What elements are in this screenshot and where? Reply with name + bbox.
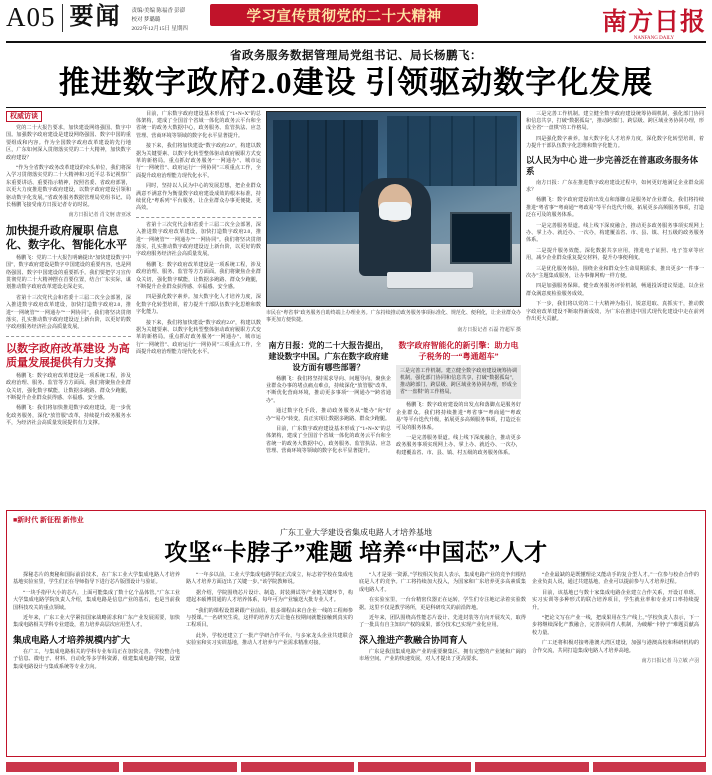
feature-column-2 <box>186 572 353 674</box>
paragraph: 杨鹏飞：数字政府改革建设是一项系统工程，涉及政府治理、服务、监管等方方面面。我们将聚焦企业群众关切，强化数字赋能，让数据多跑路、群众少跑腿，不断提升企业群众获得感、幸福感、安全感。 <box>6 372 131 402</box>
feature-article <box>6 510 706 757</box>
paragraph: 省第十三次党代会和省委十三届二次全会部署，深入推进数字政府改革建设，加快打造数字政府2.0，推进“一网统管”“一网通办”“一网协同”。我们将坚决贯彻落实，扎实推动数字政府建设迈上新台阶，以更好的数字政府服务经济社会高质量发展。 <box>6 294 131 331</box>
highlight-box: 三是完善工作机制。建立健全数字政府建设统筹协调机制，强化部门协同和信息共享，打破“数据孤岛”，推动跨部门、跨层级、跨区域业务协同办理，形成全省“一盘棋”的工作格局。 <box>396 365 521 400</box>
paragraph: 杨鹏飞：党的二十大报告明确提出“加快建设数字中国”，数字政府建设是数字中国建设的重要内容，也是网络强国、数字中国建设的重要抓手。我们要把学习宣传贯彻党的二十大精神摆在首要位置，结合广东实际，谋划推动数字政府改革建设走深走实。 <box>6 254 131 291</box>
paragraph: 通过数字化手段，推动政务服务从“能办”向“好办”“易办”转变，真正实现让数据多跑路、群众少跑腿。 <box>266 408 391 422</box>
photo-caption: 市民在“粤省事”政务服务自助终端上办理业务。广东持续推动政务服务事项标准化、规范化、便利化，让企业群众办事更加方便快捷。 <box>266 310 521 323</box>
subhead: 集成电路人才培养规模内扩大 <box>13 634 131 645</box>
article-byline: 南方日报记者 肖文舸 唐亚冰 <box>68 213 131 219</box>
article-column-2 <box>136 111 261 511</box>
paragraph: 下一步，我们将以党的二十大精神为指引，锐意进取、真抓实干，推动数字政府改革建设不断取得新成效，为广东在推进中国式现代化建设中走在前列作出更大贡献。 <box>526 301 704 323</box>
paragraph: 此外，学校还建立了一批产学研合作平台，与多家龙头企业共建联合实验室和实习实训基地，推动人才培养与产业需求精准对接。 <box>186 632 353 647</box>
paragraph: “一年多以前，工业大学集成电路学院正式成立，标志着学校在集成电路人才培养方面迈出了关键一步。”该学院教师说。 <box>186 572 353 586</box>
paragraph: 三是优化服务体验。围绕企业和群众全生命周期需求，推出更多“一件事一次办”主题集成服务，让办事像网购一样方便。 <box>526 265 704 279</box>
subhead: 以人民为中心 进一步完善泛在普惠政务服务体系 <box>526 154 699 176</box>
top-article-area <box>0 111 712 511</box>
paragraph: 一是完善服务渠道。线上线下深度融合，推动更多政务服务事项实现网上办、掌上办、就近办、一次办，构建覆盖省、市、县、镇、村五级的政务服务体系。 <box>526 222 704 244</box>
paragraph: 南方日报：广东在推进数字政府建设过程中，如何更好地满足企业群众需求？ <box>526 179 704 193</box>
paragraph: 目前，广东数字政府建设基本形成了“1+N+X”的总体架构，建成了全国首个省域一体化的政务云平台和全省统一的政务大数据中心，政务服务、监管执法、应急管理、营商环境等领域的数字化水平显著提升。 <box>266 425 391 455</box>
masthead-meta-line-1: 责编/美编 陈福香 彭澎 <box>131 8 186 14</box>
paragraph: 省第十三次党代会和省委十三届二次全会部署，深入推进数字政府改革建设，加快打造数字政府2.0，推进“一网统管”“一网通办”“一网协同”。我们将坚决贯彻落实，扎实推动数字政府建设迈上新台阶，以更好的数字政府服务经济社会高质量发展。 <box>136 221 261 258</box>
paragraph: 四是强化数字素养。加大数字化人才培养力度，深化数字化转型培训，着力提升干部队伍数字化思维和数字化能力。 <box>136 294 261 316</box>
feature-tags: ■新时代 新征程 新伟业 <box>13 516 84 524</box>
feature-credit: 南方日报记者 马立敏 卢羽 <box>641 659 699 665</box>
campaign-banner-text: 学习宣传贯彻党的二十大精神 <box>246 8 442 25</box>
footer-strip-block <box>358 762 471 772</box>
lead-head-block <box>0 43 712 103</box>
subhead: 南方日报：党的二十大报告提出，建设数字中国。广东在数字政府建设方面有哪些部署？ <box>268 340 389 372</box>
paragraph: 在实验室里，一台台精密仪器正在运转，学生们专注地记录着实验数据。这里不仅是教学场所，更是科研攻关的前沿阵地。 <box>359 597 526 611</box>
section-title: 要闻 <box>69 4 122 30</box>
paragraph: 杨鹏飞：数字政府改革建设是一项系统工程，涉及政府治理、服务、监管等方方面面。我们将聚焦企业群众关切，强化数字赋能，让数据多跑路、群众少跑腿，不断提升企业群众获得感、幸福感、安全感。 <box>136 261 261 291</box>
paragraph: 据介绍，学院围绕芯片设计、制造、封装测试等产业链关键环节，构建起本硕博贯通的人才培养体系，每年可为产业输送大批专业人才。 <box>186 589 353 604</box>
masthead-divider <box>62 4 63 32</box>
footer-strip-block <box>123 762 236 772</box>
paragraph: 广东是我国集成电路产业的重要聚集区，拥有完整的产业链和广阔的市场空间。产业的快速发展，对人才提出了更高要求。 <box>359 648 526 663</box>
paragraph: “一块手指甲大小的芯片，上面可能集成了数十亿个晶体管。”广东工业大学集成电路学院负责人介绍，集成电路是信息产业的基石，也是当前我国科技攻关的重点领域。 <box>13 589 180 611</box>
paragraph: 同时，坚持以人民为中心的发展思想，把企业群众满意不满意作为衡量数字政府建设成效的根本标准，持续优化“粤系列”平台服务，让企业群众办事更便捷、更高效。 <box>136 183 261 212</box>
subhead: 数字政府智能化的新引擎：助力电子税务的一“粤通超车” <box>398 340 519 361</box>
column-badge: 权威访谈 <box>6 111 42 122</box>
photo-column <box>266 111 521 511</box>
divider <box>136 217 261 218</box>
feature-columns <box>13 572 699 674</box>
nameplate-text: 南方日报 <box>601 9 706 36</box>
masthead-meta <box>132 7 188 34</box>
masthead <box>0 0 712 40</box>
photo-subcolumn-left <box>266 337 391 461</box>
campaign-banner <box>210 4 478 26</box>
headline-rule <box>6 107 706 108</box>
divider <box>6 336 131 337</box>
paragraph: 目前，该基地已与数十家集成电路企业建立合作关系，开设订单班、实习实训等多种形式的联合培养项目，学生就业率和专业对口率持续提升。 <box>532 589 699 611</box>
feature-kicker: 广东工业大学建设省集成电路人才培养基地 <box>280 528 432 537</box>
page-number: A05 <box>6 2 56 32</box>
paragraph: “人才是第一资源。”学校相关负责人表示，集成电路产业的竞争归根结底是人才的竞争。广工将持续加大投入，为国家和广东培养更多高素质集成电路人才。 <box>359 572 526 593</box>
footer-strip-block <box>475 762 588 772</box>
photo-credit: 南方日报记者 石磊 符超军 摄 <box>457 327 521 333</box>
paragraph: “作为全省数字政务改革建设的牵头单位，我们将深入学习贯彻落实党的二十大精神和习近平总书记视察广东重要讲话、重要指示精神，按照省委、省政府部署，以更大力度推进数字政府建设，以数字政府建设引领和驱动数字化发展。”省政务服务数据管理局党组书记、局长杨鹏飞接受南方日报记者专访时说。 <box>6 164 131 208</box>
paragraph: 一是完善服务渠道。线上线下深度融合，推动更多政务服务事项实现网上办、掌上办、就近办、一次办，构建覆盖省、市、县、镇、村五级的政务服务体系。 <box>396 434 521 456</box>
footer-strip-block <box>241 762 354 772</box>
footer-strip-block <box>6 762 119 772</box>
photo-monitor <box>450 212 512 264</box>
photo-screen-wall-2 <box>387 116 517 186</box>
paragraph: 二是提升服务效能。深化数据共享应用，推进电子证照、电子签章等应用，减少企业群众重复提交材料，提升办事便利度。 <box>526 247 704 262</box>
photo-column-subcolumns <box>266 337 521 461</box>
feature-column-3 <box>359 572 526 674</box>
paragraph: 党的二十大报告要求，加快建设网络强国、数字中国。加强数字政府建设是建设网络强国、数字中国的重要组成和内容。作为全国数字政府改革建设的先行地区，广东如何深入贯彻落实党的二十大精神，加快数字政府建设？ <box>6 124 131 161</box>
subhead: 深入推进产教融合协同育人 <box>359 634 468 645</box>
paragraph: 目前，广东数字政府建设基本形成了“1+N+X”的总体架构，建成了全国首个省域一体化的政务云平台和全省统一的政务大数据中心，政务服务、监管执法、应急管理、营商环境等领域的数字化水平显著提升。 <box>136 110 261 139</box>
paragraph: 三是完善工作机制。建立健全数字政府建设统筹协调机制，强化部门协同和信息共享，打破“数据孤岛”，推动跨部门、跨层级、跨区域业务协同办理，形成全省“一盘棋”的工作格局。 <box>526 110 704 132</box>
footer-strip-block <box>593 762 706 772</box>
lead-headline: 推进数字政府2.0建设 引领驱动数字化发展 <box>58 64 654 100</box>
paragraph: “把论文写在产业一线，把成果用在生产线上。”学校负责人表示，下一步将继续深化产教融合，完善协同育人机制，为破解“卡脖子”难题贡献高校力量。 <box>532 615 699 636</box>
subhead: 以数字政府改革建设 为高质量发展提供有力支撑 <box>6 342 130 369</box>
footer-color-strip <box>6 761 706 773</box>
feature-column-4 <box>532 572 699 674</box>
paragraph: 杨鹏飞：我们将加快推进数字政府建设，进一步优化政务服务，深化“放管服”改革，持续提升政务服务水平，为经济社会高质量发展提供有力支撑。 <box>6 405 131 427</box>
article-column-1 <box>6 111 131 511</box>
paragraph: 杨鹏飞：我们将坚持需求导向、问题导向，聚焦企业群众办事的堵点痛点难点，持续深化“放管服”改革，不断优化营商环境，推动更多事项“一网通办”“跨省通办”。 <box>266 375 391 404</box>
news-photo <box>266 111 521 307</box>
photo-keyboard <box>387 272 473 288</box>
feature-column-1 <box>13 572 180 674</box>
feature-headline: 攻坚“卡脖子”难题 培养“中国芯”人才 <box>164 540 548 565</box>
photo-subcolumn-right <box>396 337 521 461</box>
paragraph: 接下来，我们将加快建设“数字政府2.0”，构建以数据为关键要素、以数字化转型整体驱动政府履职方式变革的新格局。重点抓好政务服务“一网通办”、城市运行“一网统管”、政府运行“一网协同”三项重点工作，全面提升政府治理能力现代化水平。 <box>136 143 261 179</box>
paragraph: 杨鹏飞：数字政府建设的出发点和落脚点是服务好企业群众。我们将持续推进“粤省事”“粤商通”“粤政易”等平台迭代升级，拓展更多高频服务事项，打造泛在可及的服务体系。 <box>526 197 704 219</box>
paragraph: “企业最缺的是既懂理论又能动手的复合型人才。”一位参与校企合作的企业负责人说，通过共建基地，企业可以提前参与人才培养过程。 <box>532 572 699 586</box>
paragraph: 近年来，广东工业大学紧扣国家战略需求和广东产业发展需要，加快集成电路相关学科专业建设，着力培养高层次应用型人才。 <box>13 615 180 629</box>
photo-person <box>359 178 431 276</box>
nameplate-subtext: NANFANG DAILY <box>633 36 675 41</box>
paragraph: 接下来，我们将加快建设“数字政府2.0”，构建以数据为关键要素、以数字化转型整体驱动政府履职方式变革的新格局。重点抓好政务服务“一网通办”、城市运行“一网统管”、政府运行“一网协同”三项重点工作，全面提升政府治理能力现代化水平。 <box>136 319 261 356</box>
article-column-4 <box>526 111 704 511</box>
masthead-meta-line-2: 校对 梦璐璐 <box>131 17 161 23</box>
paragraph: 近年来，团队围绕高性能芯片设计、先进封装等方向开展攻关，取得了一批具有自主知识产权的成果，部分技术已实现产业化应用。 <box>359 615 526 629</box>
paragraph: 在广工，与集成电路相关的学科专业布局正在加快完善。学校整合电子信息、微电子、材料、自动化等多学科资源，组建集成电路学院，设置集成电路设计与集成系统等专业方向。 <box>13 648 180 670</box>
lead-kicker: 省政务服务数据管理局党组书记、局长杨鹏飞： <box>230 49 482 62</box>
paragraph: 广工还将积极对接粤港澳大湾区建设，加强与港澳高校和科研机构的合作交流，共同打造集成电路人才培养高地。 <box>532 640 699 654</box>
photo-person-mask <box>379 202 411 220</box>
paragraph: 四是加强服务保障。健全政务服务评价机制，畅通投诉建议渠道，以企业群众满意度检验服务成效。 <box>526 283 704 297</box>
paragraph: 探秘芯片的奥秘和国际前沿技术，在广东工业大学集成电路人才培养基地实验室里，学生们正在导师指导下进行芯片版图设计与验证。 <box>13 572 180 586</box>
paragraph: 四是强化数字素养。加大数字化人才培养力度，深化数字化转型培训，着力提升干部队伍数字化思维和数字化能力。 <box>526 135 704 150</box>
paragraph: 杨鹏飞：数字政府建设的出发点和落脚点是服务好企业群众。我们将持续推进“粤省事”“粤商通”“粤政易”等平台迭代升级，拓展更多高频服务事项，打造泛在可及的服务体系。 <box>396 402 521 431</box>
subhead: 加快提升政府履职 信息化、数字化、智能化水平 <box>6 224 127 251</box>
newspaper-nameplate <box>602 2 706 41</box>
paragraph: “我们的课程设置紧跟产业前沿，很多课程由来自企业一线的工程师参与授课。”一名研究生说，这样的培养方式让他在校期间就能接触到真实的工程项目。 <box>186 607 353 629</box>
masthead-meta-line-3: 2022年12月15日 星期四 <box>131 26 188 32</box>
